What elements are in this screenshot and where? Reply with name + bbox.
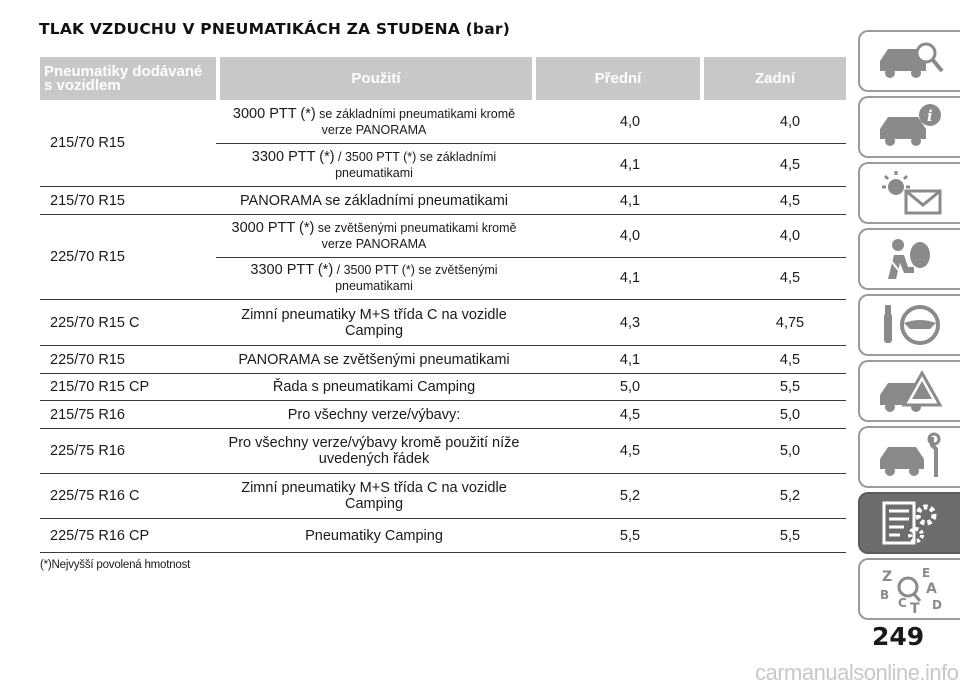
- use-line-2: Camping: [344, 496, 404, 512]
- index-letter: B: [880, 588, 890, 602]
- table-row: [40, 100, 846, 187]
- front-pressure: 4,5: [619, 443, 641, 459]
- table-row: [40, 300, 846, 346]
- side-tab-technical-data[interactable]: [858, 492, 960, 554]
- table-row: [40, 215, 846, 300]
- use-text-a: 3000 PTT (*): [231, 220, 315, 236]
- use-text-b: / 3500 PTT (*) se zvětšenými: [333, 263, 498, 277]
- front-pressure: 4,1: [619, 270, 641, 286]
- tire-size: 215/70 R15: [50, 192, 125, 209]
- front-pressure: 4,1: [619, 156, 641, 173]
- use-text: Pro všechny verze/výbavy:: [287, 406, 461, 423]
- index-letter: E: [922, 566, 931, 580]
- use-text-a: 3300 PTT (*): [250, 262, 334, 278]
- index-letter: A: [926, 581, 937, 597]
- car-info-icon: [874, 101, 946, 153]
- header-use: Použití: [220, 57, 532, 100]
- use-text: PANORAMA se zvětšenými pneumatikami: [238, 351, 510, 368]
- page-number: 249: [872, 622, 925, 651]
- page-title: TLAK VZDUCHU V PNEUMATIKÁCH ZA STUDENA (bar): [39, 20, 511, 38]
- emergency-icon: [874, 365, 946, 417]
- front-pressure: 4,1: [619, 192, 641, 209]
- steering-wheel-icon: [874, 299, 946, 351]
- front-pressure: 4,1: [619, 351, 641, 368]
- use-text-a: 3300 PTT (*): [251, 148, 335, 165]
- rear-pressure: 5,5: [779, 527, 801, 544]
- header-tire-line1: Pneumatiky dodávané: [44, 62, 203, 80]
- table-row: [40, 187, 846, 215]
- tire-size: 215/70 R15: [50, 135, 125, 151]
- tire-size: 215/70 R15 CP: [50, 379, 150, 395]
- table-row: [40, 519, 846, 553]
- side-tab-index[interactable]: [858, 558, 960, 620]
- tire-size: 225/75 R16 CP: [50, 527, 150, 544]
- svg-text:i: i: [927, 107, 933, 125]
- use-text-a: 3000 PTT (*): [232, 105, 316, 122]
- header-tire: [40, 57, 216, 100]
- table-row: [40, 346, 846, 374]
- rear-pressure: 5,5: [779, 379, 801, 395]
- use-text-c: pneumatikami: [335, 165, 413, 180]
- front-pressure: 5,0: [619, 379, 641, 395]
- table-row: [40, 374, 846, 401]
- use-text: [216, 215, 532, 257]
- watermark: carmanualsonline.info: [755, 660, 959, 685]
- use-text: Pneumatiky Camping: [305, 527, 443, 544]
- use-text: [216, 100, 532, 143]
- car-service-icon: [874, 431, 946, 483]
- table-row: [40, 429, 846, 474]
- header-rear: Zadní: [704, 57, 846, 100]
- side-tab-dashboard[interactable]: [858, 30, 960, 92]
- tire-size: 225/70 R15 C: [50, 314, 140, 331]
- tire-size: 225/75 R16: [50, 443, 125, 459]
- rear-pressure: 5,2: [779, 488, 801, 504]
- use-line-1: Zimní pneumatiky M+S třída C na vozidle: [241, 480, 507, 496]
- index-letter: T: [910, 601, 920, 615]
- side-tab-starting-driving[interactable]: [858, 294, 960, 356]
- header-front: Přední: [536, 57, 700, 100]
- use-text-c: pneumatikami: [335, 279, 413, 293]
- front-pressure: 4,5: [619, 406, 641, 423]
- rear-pressure: 4,75: [775, 314, 805, 331]
- rear-pressure: 5,0: [779, 443, 801, 459]
- rear-pressure: 4,5: [779, 270, 801, 286]
- side-tab-maintenance[interactable]: [858, 426, 960, 488]
- table-header: [40, 57, 846, 100]
- use-text: [216, 143, 532, 186]
- use-text: [216, 474, 532, 518]
- tire-size: 215/75 R16: [50, 406, 125, 423]
- warning-lights-icon: [874, 167, 946, 219]
- index-letter: Z: [882, 569, 893, 585]
- use-text-b: se základními pneumatikami kromě: [315, 106, 516, 121]
- table-row: [40, 474, 846, 519]
- index-letters-icon: [874, 563, 946, 615]
- use-text-c: verze PANORAMA: [321, 237, 427, 251]
- rear-pressure: 4,5: [779, 192, 801, 209]
- side-tab-warning-lights[interactable]: [858, 162, 960, 224]
- front-pressure: 5,2: [619, 488, 641, 504]
- use-text-b: / 3500 PTT (*) se základními: [334, 149, 497, 164]
- side-tab-safety[interactable]: [858, 228, 960, 290]
- use-text: [216, 300, 532, 345]
- use-line-1: Pro všechny verze/výbavy kromě použití níže: [228, 435, 520, 451]
- use-text: Řada s pneumatikami Camping: [272, 379, 476, 395]
- tire-size: 225/70 R15: [50, 249, 125, 265]
- index-letter: D: [932, 598, 942, 612]
- tire-size: 225/75 R16 C: [50, 488, 140, 504]
- use-line-1: Zimní pneumatiky M+S třída C na vozidle: [241, 306, 507, 323]
- side-tab-know-car[interactable]: [858, 96, 960, 158]
- rear-pressure: 5,0: [779, 406, 801, 423]
- specs-settings-icon: [874, 497, 946, 549]
- use-text: [216, 257, 532, 299]
- use-text-b: se zvětšenými pneumatikami kromě: [314, 221, 517, 235]
- use-text: [216, 429, 532, 473]
- front-pressure: 4,3: [619, 314, 641, 331]
- rear-pressure: 4,0: [779, 113, 801, 130]
- header-tire-line2: s vozidlem: [44, 76, 121, 94]
- index-letter: C: [898, 596, 907, 610]
- table-row: [40, 401, 846, 429]
- tire-size: 225/70 R15: [50, 351, 125, 368]
- rear-pressure: 4,5: [779, 351, 801, 368]
- use-line-2: Camping: [344, 322, 404, 339]
- front-pressure: 5,5: [619, 527, 641, 544]
- side-tab-emergency[interactable]: [858, 360, 960, 422]
- footnote: (*)Nejvyšší povolená hmotnost: [40, 559, 191, 571]
- airbag-icon: [874, 233, 946, 285]
- car-search-icon: [874, 35, 946, 87]
- use-text-c: verze PANORAMA: [321, 122, 427, 137]
- use-line-2: uvedených řádek: [318, 451, 430, 467]
- rear-pressure: 4,5: [779, 156, 801, 173]
- use-text: PANORAMA se základními pneumatikami: [239, 192, 509, 209]
- rear-pressure: 4,0: [779, 228, 801, 244]
- front-pressure: 4,0: [619, 228, 641, 244]
- front-pressure: 4,0: [619, 113, 641, 130]
